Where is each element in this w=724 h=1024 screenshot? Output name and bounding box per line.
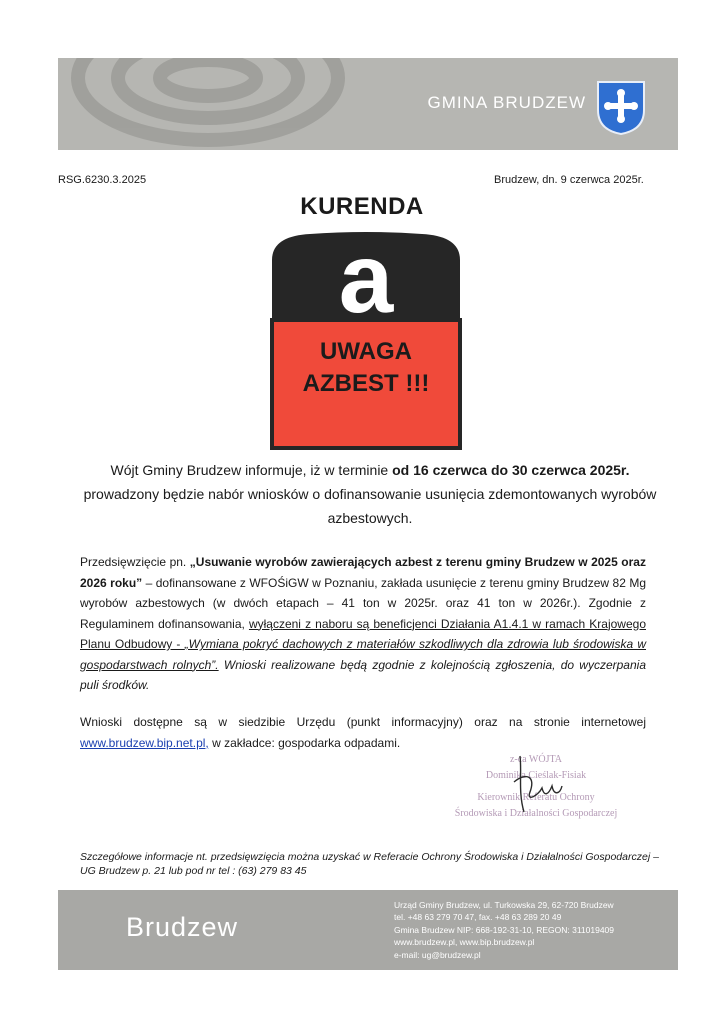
availability-after: w zakładce: gospodarka odpadami. <box>208 735 401 750</box>
document-date: Brudzew, dn. 9 czerwca 2025r. <box>494 174 644 186</box>
footer-ids: Gmina Brudzew NIP: 668-192-31-10, REGON: 311019409 <box>394 924 615 935</box>
footer-banner <box>58 890 678 970</box>
official-stamp <box>436 752 636 832</box>
footer-address: Urząd Gminy Brudzew, ul. Turkowska 29, 62-720 Brudzew <box>394 900 614 910</box>
contact-info-note: Szczegółowe informacje nt. przedsięwzięcia można uzyskać w Referacie Ochrony Środowiska i Działalności Gospodarczej – UG Brudzew p. 21 lub pod nr tel : (63) 279 83 45 <box>80 851 659 877</box>
stamp-line-3: Kierownik Referatu Ochrony <box>477 792 595 803</box>
sign-letter: a <box>338 230 394 320</box>
municipality-name: GMINA BRUDZEW <box>427 93 586 112</box>
signature-icon <box>506 752 576 816</box>
program-action-name: „Wymiana pokryć dachowych z materiałów szkodliwych dla zdrowia lub środowiska w gospodarstwach rolnych”. <box>80 637 646 672</box>
brudzew-logo: Brudzew <box>126 912 239 942</box>
project-body: – dofinansowane z WFOŚiGW w Poznaniu, zakłada usunięcie z terenu gminy Brudzew 82 Mg wyrobów azbestowych (w dwóch etapach – 41 ton w 2025r. oraz 41 ton w 2026r.). Zgodnie z Regulaminem dofinansowania, <box>80 575 646 631</box>
availability-text: Wnioski dostępne są w siedzibie Urzędu (punkt informacyjny) oraz na stronie internetowej <box>80 715 646 729</box>
availability-paragraph <box>80 712 646 753</box>
asbestos-letter-icon <box>270 230 462 320</box>
bip-link[interactable]: www.brudzew.bip.net.pl, <box>80 735 209 750</box>
intro-text-2: prowadzony będzie nabór wniosków o dofinansowanie usunięcia zdemontowanych wyrobów azbestowych. <box>83 486 657 526</box>
footer-email[interactable]: e-mail: ug@brudzew.pl <box>394 949 481 960</box>
project-lead: Przedsięwzięcie pn. <box>80 555 190 569</box>
order-note: Wnioski realizowane będą zgodnie z kolejnością zgłoszenia, do wyczerpania puli środków. <box>80 657 646 692</box>
footer-phone: tel. +48 63 279 70 47, fax. +48 63 289 20 49 <box>394 912 562 923</box>
intro-announcement <box>80 458 660 530</box>
header-banner <box>58 58 678 150</box>
wave-pattern <box>58 58 358 150</box>
stamp-line-1: z-ca WÓJTA <box>509 754 563 765</box>
document-title: KURENDA <box>300 193 424 220</box>
coat-of-arms-icon <box>596 80 646 136</box>
footer-contact <box>394 899 614 961</box>
project-name: „Usuwanie wyrobów zawierających azbest z terenu gminy Brudzew w 2025 oraz 2026 roku” <box>80 555 646 590</box>
reference-number: RSG.6230.3.2025 <box>58 174 147 186</box>
footer-web[interactable]: www.brudzew.pl, www.bip.brudzew.pl <box>394 937 535 948</box>
sign-line-1: UWAGA <box>320 338 412 365</box>
sign-line-2: AZBEST !!! <box>302 370 430 397</box>
stamp-line-2: Dominika Cieślak-Fisiak <box>485 770 587 781</box>
project-paragraph <box>80 552 646 696</box>
intro-dates: od 16 czerwca do 30 czerwca 2025r. <box>392 462 630 478</box>
excluded-beneficiaries: wyłączeni z naboru są beneficjenci Działania A1.4.1 w ramach Krajowego Planu Odbudowy - <box>80 616 646 651</box>
intro-text-1: Wójt Gminy Brudzew informuje, iż w terminie <box>110 462 393 478</box>
stamp-line-4: Środowiska i Działalności Gospodarczej <box>454 808 618 819</box>
asbestos-warning-sign <box>270 230 462 452</box>
